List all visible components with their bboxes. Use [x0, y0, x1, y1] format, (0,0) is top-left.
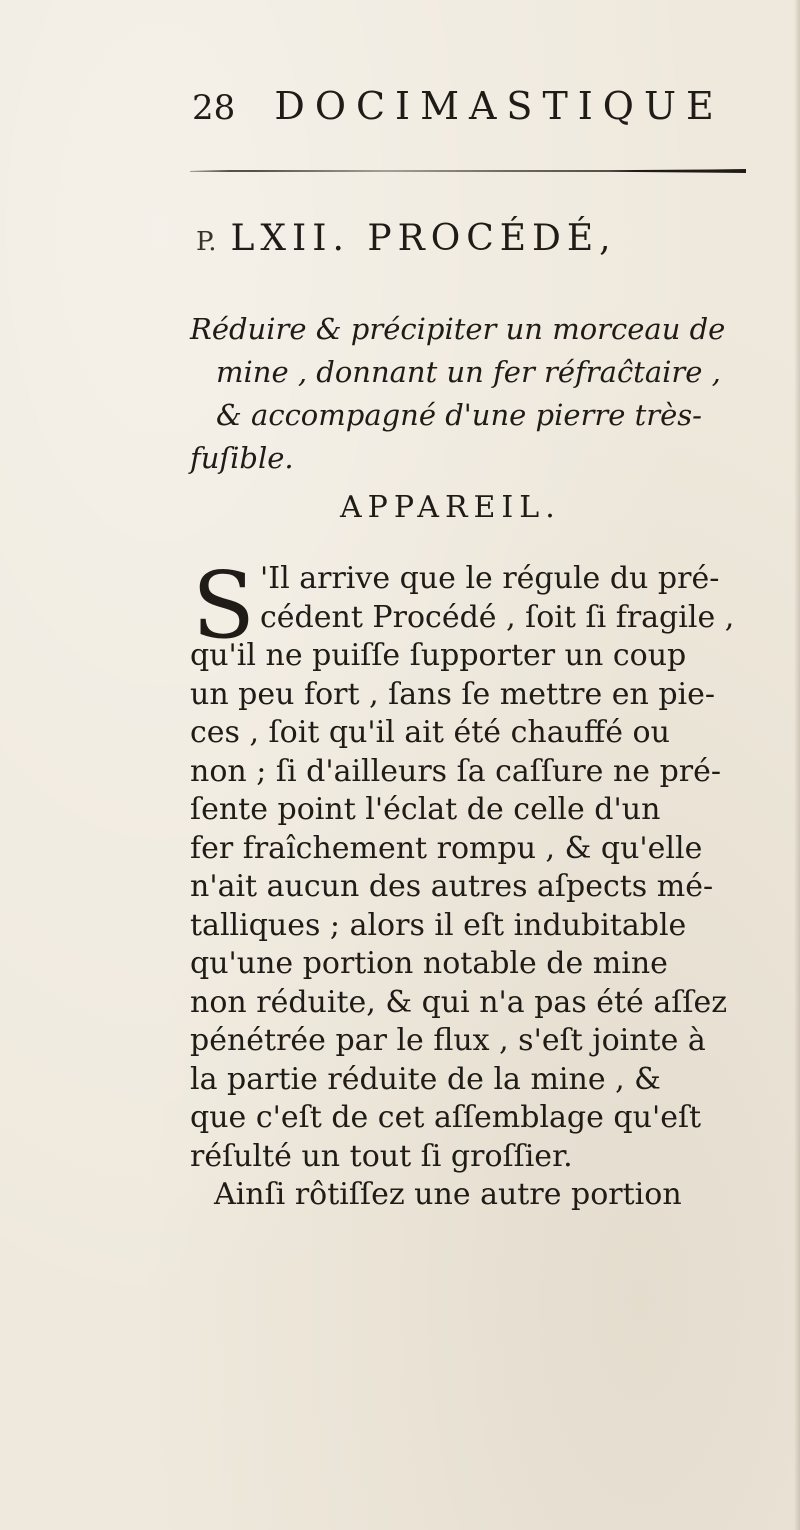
body-line: qu'une portion notable de mine [190, 946, 668, 981]
section-marker: P. [196, 227, 217, 257]
body-line: un peu fort , ſans ſe mettre en pie- [190, 676, 716, 712]
header-rule [190, 168, 748, 174]
apparatus-heading: APPAREIL. [340, 490, 561, 525]
body-line: non ; ſi d'ailleurs ſa caſſure ne pré- [190, 753, 722, 789]
body-line: non réduite, & qui n'a pas été aſſez [190, 984, 727, 1020]
body-line: cédent Procédé , ſoit ſi fragile , [260, 599, 735, 635]
body-line: réſulté un tout ſi groſſier. [190, 1138, 573, 1174]
drop-cap: S [192, 552, 256, 659]
body-line: Ainſi rôtiſſez une autre portion [214, 1177, 682, 1212]
body-line: n'ait aucun des autres aſpects mé- [190, 869, 714, 904]
subtitle-line: & accompagné d'une pierre très- [216, 398, 702, 432]
subtitle-line: mine , donnant un fer réfraĉtaire , [216, 355, 721, 389]
subtitle-line: fuſible. [190, 441, 294, 475]
running-head-title: DOCIMASTIQUE [274, 84, 724, 128]
body-line: ſente point l'éclat de celle d'un [190, 792, 661, 827]
body-line: ces , ſoit qu'il ait été chauffé ou [190, 715, 670, 750]
procedure-subtitle [190, 308, 770, 480]
subtitle-line: Réduire & précipiter un morceau de [190, 312, 726, 346]
body-line: 'Il arrive que le régule du pré- [260, 561, 720, 596]
body-line: la partie réduite de la mine , & [190, 1061, 661, 1097]
body-text [190, 552, 778, 1215]
body-line: que c'eſt de cet aſſemblage qu'eſt [190, 1100, 702, 1135]
procedure-title: LXII. PROCÉDÉ, [230, 218, 617, 259]
section-title [196, 218, 617, 259]
running-header [192, 84, 724, 132]
body-line: talliques ; alors il eſt indubitable [190, 907, 687, 943]
page-edge-shadow [794, 0, 800, 1530]
page-number: 28 [192, 88, 236, 128]
body-line: pénétrée par le flux , s'eſt jointe à [190, 1023, 706, 1058]
body-line: qu'il ne puiſſe ſupporter un coup [190, 638, 687, 673]
body-line: fer fraîchement rompu , & qu'elle [190, 830, 703, 866]
